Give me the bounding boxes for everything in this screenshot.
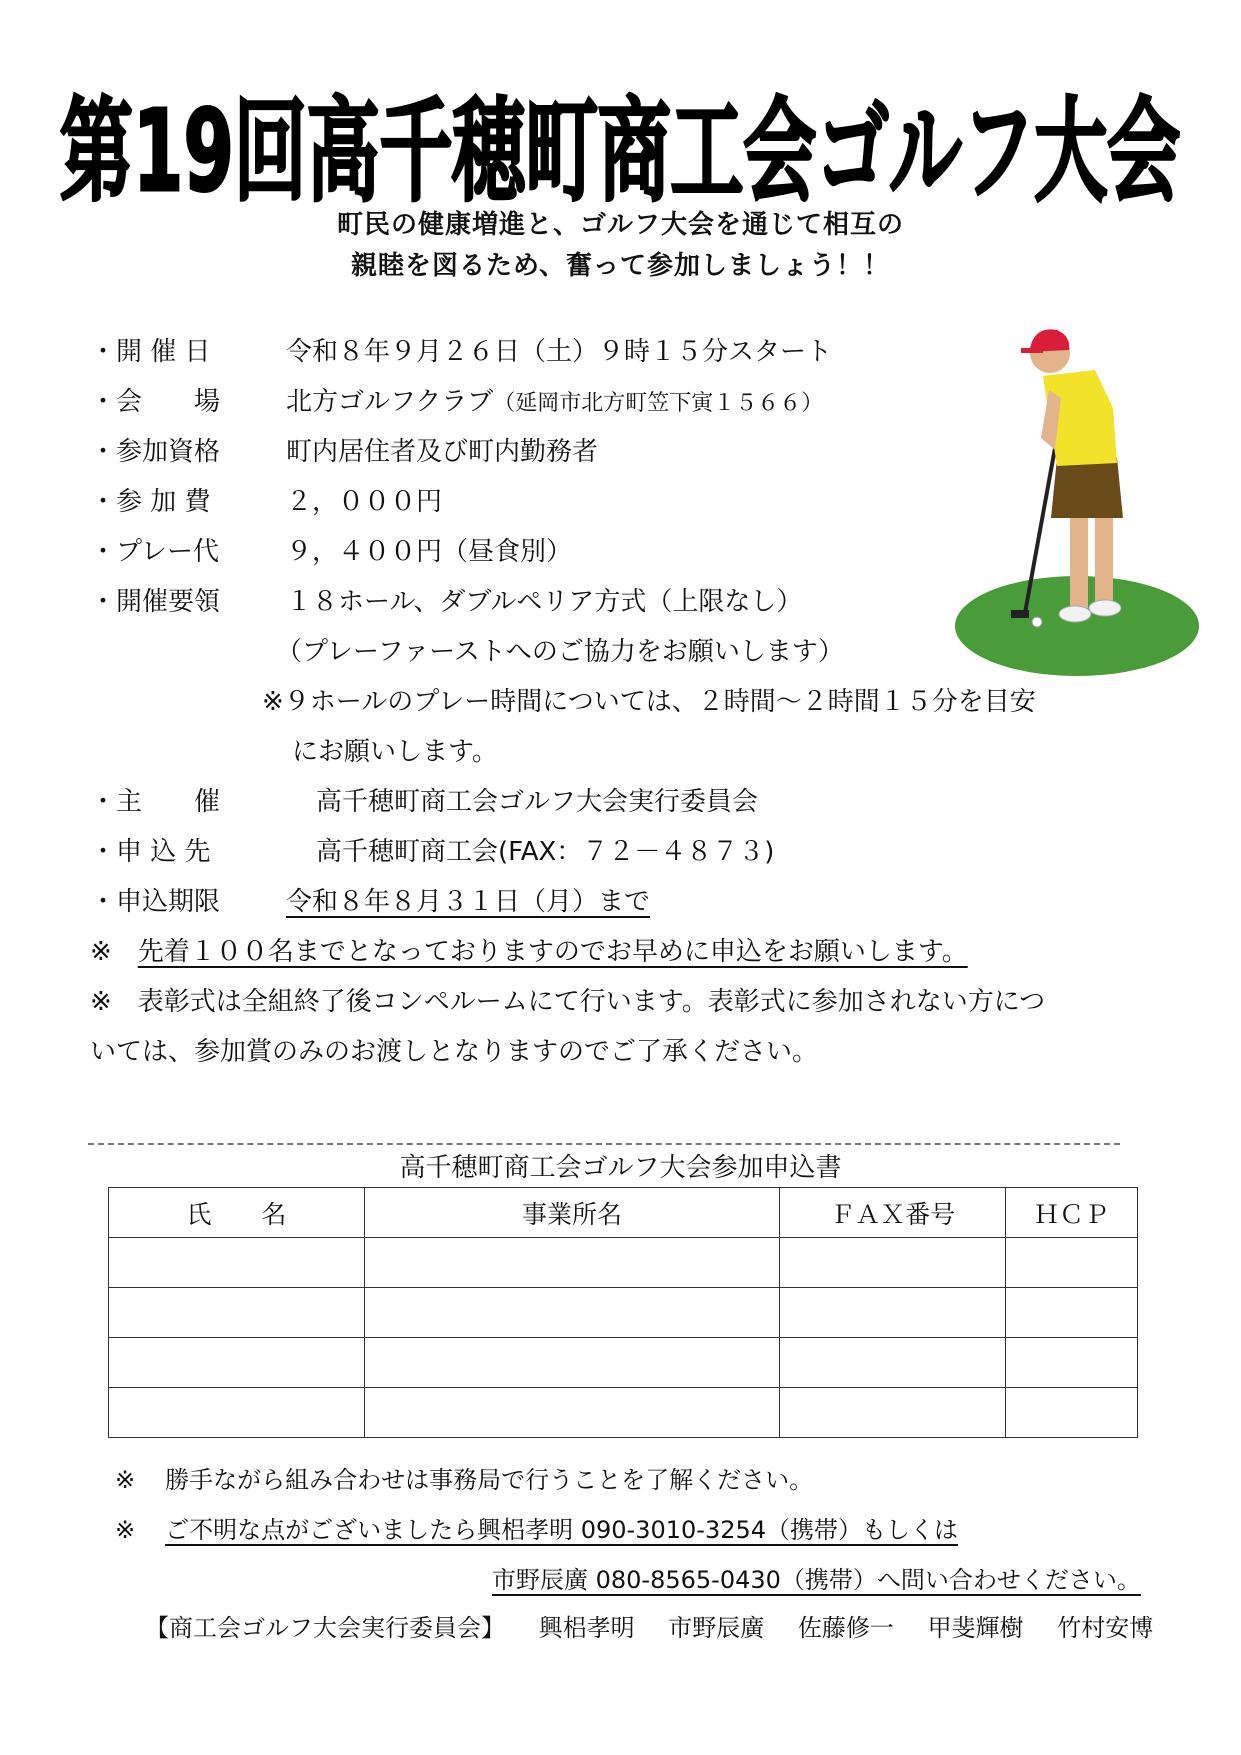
hcp-cell[interactable]: [1006, 1388, 1138, 1438]
cut-line: [88, 1143, 1120, 1145]
table-header-row: [109, 1188, 1138, 1238]
poster-title: [60, 62, 1180, 212]
business-cell[interactable]: [364, 1388, 780, 1438]
table-row: [109, 1338, 1138, 1388]
golfer-illustration-icon: [945, 318, 1205, 688]
footer-note-3: 市野辰廣 080-8565-0430（携帯）へ問い合わせください。: [492, 1566, 1141, 1594]
detail-label: ・開 催 日: [90, 337, 211, 367]
fax-cell[interactable]: [780, 1238, 1006, 1288]
header-business: 事業所名: [364, 1188, 780, 1238]
poster-title-text: 第19回高千穂町商工会ゴルフ大会: [60, 87, 1180, 212]
header-fax: ＦＡＸ番号: [780, 1188, 1006, 1238]
committee-member: 竹村安博: [1057, 1614, 1154, 1642]
fax-cell[interactable]: [780, 1388, 1006, 1438]
table-row: [109, 1388, 1138, 1438]
business-cell[interactable]: [364, 1338, 780, 1388]
table-row: [109, 1238, 1138, 1288]
footer-note-2: ※ ご不明な点がございましたら興梠孝明 090-3010-3254（携帯）もしくは: [115, 1516, 959, 1544]
table-row: [109, 1288, 1138, 1338]
detail-label: ・参 加 費: [90, 487, 211, 517]
committee-label: 【商工会ゴルフ大会実行委員会】: [145, 1614, 505, 1642]
detail-value: 令和８年９月２６日（土）９時１５分スタート: [286, 337, 833, 367]
committee-member: 甲斐輝樹: [927, 1614, 1024, 1642]
detail-label: ・申 込 先: [90, 837, 211, 867]
detail-label: ・参加資格: [90, 437, 221, 467]
name-cell[interactable]: [109, 1238, 365, 1288]
note-award: ※ 表彰式は全組終了後コンペルームにて行います。表彰式に参加されない方につ: [90, 987, 1046, 1017]
hcp-cell[interactable]: [1006, 1338, 1138, 1388]
fax-cell[interactable]: [780, 1338, 1006, 1388]
header-name: 氏 名: [109, 1188, 365, 1238]
business-cell[interactable]: [364, 1288, 780, 1338]
header-hcp: ＨＣＰ: [1006, 1188, 1138, 1238]
name-cell[interactable]: [109, 1288, 365, 1338]
detail-label: ・主 催: [90, 787, 221, 817]
hcp-cell[interactable]: [1006, 1238, 1138, 1288]
detail-label: ・プレー代: [90, 537, 219, 567]
detail-value: 令和８年８月３１日（月）まで: [286, 887, 651, 917]
venue-address: （延岡市北方町笠下寅１５６６）: [493, 391, 824, 416]
committee-member: 市野辰廣: [668, 1614, 765, 1642]
footer-note-1: ※ 勝手ながら組み合わせは事務局で行うことを了解ください。: [115, 1466, 814, 1494]
detail-value: 高千穂町商工会ゴルフ大会実行委員会: [316, 787, 759, 817]
committee-member: 興梠孝明: [538, 1614, 635, 1642]
detail-value: １８ホール、ダブルペリア方式（上限なし）: [286, 587, 803, 617]
subtitle-line-1: 町民の健康増進と、ゴルフ大会を通じて相互の: [336, 210, 904, 240]
form-title: 高千穂町商工会ゴルフ大会参加申込書: [399, 1153, 842, 1183]
committee-member: 佐藤修一: [797, 1614, 894, 1642]
detail-label: ・申込期限: [90, 887, 221, 917]
detail-label: ・開催要領: [90, 587, 221, 617]
name-cell[interactable]: [109, 1338, 365, 1388]
hcp-cell[interactable]: [1006, 1288, 1138, 1338]
name-cell[interactable]: [109, 1388, 365, 1438]
fax-cell[interactable]: [780, 1288, 1006, 1338]
business-cell[interactable]: [364, 1238, 780, 1288]
note-award-line2: いては、参加賞のみのお渡しとなりますのでご了承ください。: [90, 1037, 819, 1067]
committee-list: [145, 1610, 1179, 1646]
detail-value: ９，４００円（昼食別）: [286, 537, 573, 567]
detail-value: ２，０００円: [286, 487, 443, 517]
application-form-table: [108, 1187, 1138, 1438]
subtitle-line-2: 親睦を図るため、奮って参加しましょう！！: [351, 251, 890, 281]
detail-value: 北方ゴルフクラブ: [286, 387, 494, 417]
detail-value: 高千穂町商工会(FAX：７２－４８７３): [316, 837, 775, 867]
detail-label: ・会 場: [90, 387, 221, 417]
note-first-come: ※ 先着１００名までとなっておりますのでお早めに申込をお願いします。: [90, 937, 968, 967]
detail-value: 町内居住者及び町内勤務者: [286, 437, 599, 467]
